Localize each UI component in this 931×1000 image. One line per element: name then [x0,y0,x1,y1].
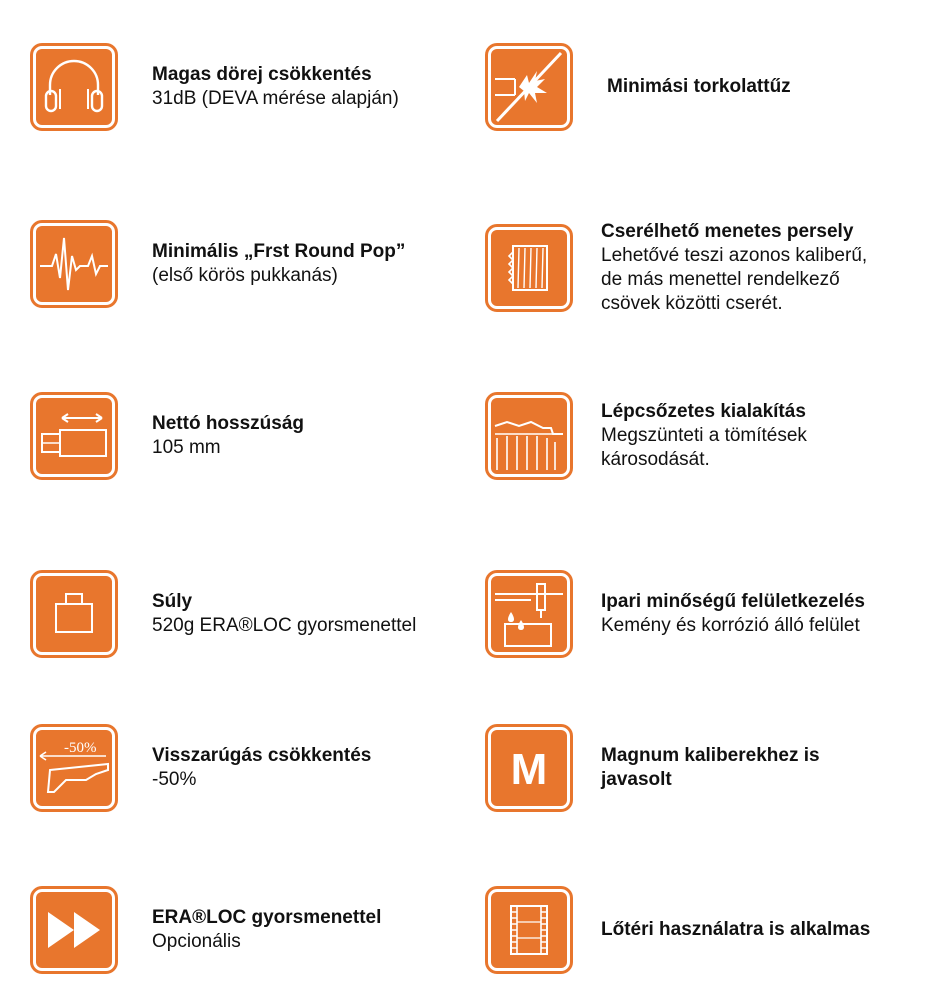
feature-stepped-design [485,392,807,480]
no-muzzle-flash-icon [485,43,573,131]
threaded-bushing-icon [485,224,573,312]
pulse-wave-icon [30,220,118,308]
feature-description-line: de más menettel rendelkező [601,269,840,290]
surface-treatment-icon [485,570,573,658]
feature-description: -50% [152,769,197,790]
feature-description: 31dB (DEVA mérése alapján) [152,88,399,109]
feature-description-line: Megszünteti a tömítések [601,425,807,446]
recoil-reduction-icon [30,724,118,812]
feature-title: Ipari minőségű felületkezelés [601,591,865,612]
feature-first-round-pop [30,220,405,308]
feature-title-line: javasolt [601,769,672,790]
feature-eraloc [30,886,381,974]
feature-title: Minimási torkolattűz [607,76,791,97]
feature-description-line: károsodását. [601,449,710,470]
feature-description-line: csövek közötti cserét. [601,293,783,314]
recoil-percent-label: -50% [64,740,97,756]
magnum-m-icon [485,724,573,812]
feature-description: 105 mm [152,437,221,458]
feature-shooting-range [485,886,870,974]
ear-muffs-icon [30,43,118,131]
feature-title: Minimális „Frst Round Pop” [152,241,406,262]
feature-threaded-bushing [485,220,867,316]
feature-description: 520g ERA®LOC gyorsmenettel [152,615,417,636]
length-arrow-icon [30,392,118,480]
feature-title: Súly [152,591,193,612]
weight-icon [30,570,118,658]
feature-description: Opcionális [152,931,241,952]
fast-forward-icon [30,886,118,974]
feature-surface-treatment [485,570,865,658]
feature-title-line: Magnum kaliberekhez is [601,745,820,766]
magnum-letter: M [510,745,548,794]
feature-title: Lépcsőzetes kialakítás [601,401,806,422]
feature-title: Visszarúgás csökkentés [152,745,372,766]
feature-title: Lőtéri használatra is alkalmas [601,919,871,940]
feature-muzzle-flash [485,43,791,131]
shooting-range-icon [485,886,573,974]
feature-magnum [485,724,820,812]
stepped-design-icon [485,392,573,480]
feature-description: (első körös pukkanás) [152,265,338,286]
feature-title: Magas dörej csökkentés [152,64,372,85]
feature-noise-reduction [30,43,399,131]
feature-description-line: Lehetővé teszi azonos kaliberű, [601,245,868,266]
feature-weight [30,570,416,658]
feature-title: Nettó hosszúság [152,413,305,434]
feature-title: ERA®LOC gyorsmenettel [152,907,382,928]
feature-net-length [30,392,304,480]
feature-description: Kemény és korrózió álló felület [601,615,860,636]
feature-title: Cserélhető menetes persely [601,221,854,242]
feature-recoil-reduction [30,724,371,812]
